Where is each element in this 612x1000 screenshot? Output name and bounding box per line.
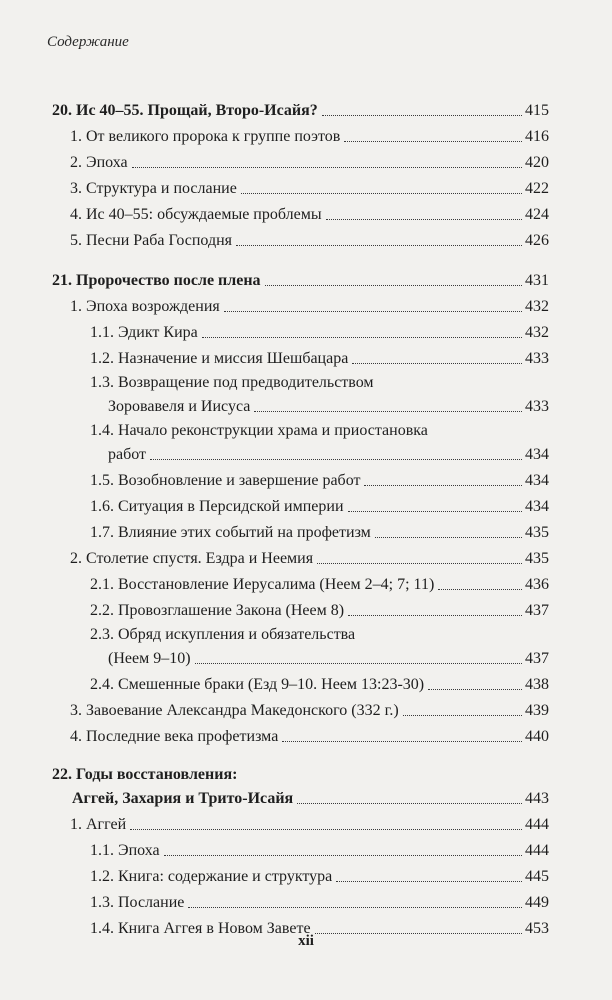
toc-entry-title: 1.2. Книга: содержание и структура [90,868,333,885]
toc-entry-title-line2: Зоровавеля и Иисуса [108,398,251,415]
dot-leader [297,803,522,804]
toc-entry-title: 1.2. Назначение и миссия Шешбацара [90,350,349,367]
dot-leader [336,881,522,882]
toc-page-number: 432 [525,324,549,341]
toc-page-number: 424 [525,206,549,223]
toc-page-number: 438 [525,676,549,693]
toc-subsection-21-2-1[interactable] [52,568,549,594]
dot-leader [348,615,522,616]
toc-subsection-21-2-2[interactable] [52,594,549,620]
toc-entry-title-line2: работ [108,446,147,463]
toc-entry-title-line2: Аггей, Захария и Трито-Исайя [72,790,294,807]
chapter-gap [52,250,549,264]
toc-page-number: 434 [525,446,549,463]
toc-entry-title-line1: 1.4. Начало реконструкции храма и приостановка [90,422,428,439]
toc-entry-row [52,784,549,808]
toc-page-number: 426 [525,232,549,249]
dot-leader [150,459,522,460]
chapter-gap [52,746,549,760]
toc-page-number: 431 [525,272,549,289]
toc-page-number: 439 [525,702,549,719]
toc-chapter-20[interactable] [52,94,549,120]
toc-entry-title: 2. Столетие спустя. Ездра и Неемия [70,550,314,567]
dot-leader [344,141,522,142]
toc-entry-title: 1.1. Эпоха [90,842,160,859]
toc-subsection-21-1-6[interactable] [52,490,549,516]
toc-subsection-21-2-4[interactable] [52,668,549,694]
toc-entry-title: 1.5. Возобновление и завершение работ [90,472,361,489]
dot-leader [164,855,522,856]
toc-entry-title: 1. Эпоха возрождения [70,298,220,315]
toc-section-20-4[interactable] [52,198,549,224]
toc-entry-title-line2: (Неем 9–10) [108,650,191,667]
toc-page-number: 435 [525,524,549,541]
toc-entry-title: 21. Пророчество после плена [52,272,261,289]
toc-page-number: 435 [525,550,549,567]
toc-section-21-1[interactable] [52,290,549,316]
dot-leader [130,829,522,830]
toc-page-number: 444 [525,842,549,859]
running-head: Содержание [47,34,129,50]
toc-entry-title: 3. Завоевание Александра Македонского (332 г.) [70,702,399,719]
toc-entry-title: 1. От великого пророка к группе поэтов [70,128,341,145]
toc-page-number: 436 [525,576,549,593]
toc-page-number: 434 [525,472,549,489]
dot-leader [265,285,522,286]
toc-entry-title: 1.1. Эдикт Кира [90,324,198,341]
toc-page-number: 449 [525,894,549,911]
toc-section-21-3[interactable] [52,694,549,720]
dot-leader [348,511,522,512]
dot-leader [282,741,522,742]
toc-subsection-21-1-1[interactable] [52,316,549,342]
toc-entry-title: 2.4. Смешенные браки (Езд 9–10. Неем 13:23-30) [90,676,425,693]
toc-entry-title: 1.7. Влияние этих событий на профетизм [90,524,371,541]
toc-section-20-5[interactable] [52,224,549,250]
dot-leader [438,589,522,590]
toc-page-number: 415 [525,102,549,119]
toc-entry-title-line1: 2.3. Обряд искупления и обязательства [90,626,356,643]
toc-entry-title: 3. Структура и послание [70,180,237,197]
table-of-contents [52,94,549,938]
toc-section-22-1[interactable] [52,808,549,834]
toc-section-21-4[interactable] [52,720,549,746]
toc-page-number: 440 [525,728,549,745]
toc-page-number: 422 [525,180,549,197]
toc-page-number: 445 [525,868,549,885]
dot-leader [254,411,522,412]
toc-page-number: 444 [525,816,549,833]
toc-page-number: 416 [525,128,549,145]
dot-leader [403,715,522,716]
dot-leader [428,689,522,690]
toc-entry-row [90,440,549,464]
toc-entry-title-line1: 1.3. Возвращение под предводительством [90,374,374,391]
toc-page-number: 420 [525,154,549,171]
toc-page-number: 437 [525,650,549,667]
toc-section-20-1[interactable] [52,120,549,146]
dot-leader [241,193,522,194]
toc-section-20-3[interactable] [52,172,549,198]
dot-leader [132,167,522,168]
toc-page-number: 434 [525,498,549,515]
toc-entry-row [90,392,549,416]
toc-subsection-21-2-3[interactable] [52,620,549,668]
toc-entry-row [90,644,549,668]
toc-subsection-21-1-5[interactable] [52,464,549,490]
toc-page-number: 453 [525,920,549,937]
toc-entry-title: 1.4. Книга Аггея в Новом Завете [90,920,311,937]
dot-leader [364,485,522,486]
toc-subsection-22-1-1[interactable] [52,834,549,860]
toc-section-21-2[interactable] [52,542,549,568]
dot-leader [375,537,522,538]
dot-leader [236,245,522,246]
toc-entry-title: 1. Аггей [70,816,127,833]
toc-subsection-21-1-4[interactable] [52,416,549,464]
dot-leader [326,219,522,220]
toc-entry-title: 1.3. Послание [90,894,185,911]
dot-leader [352,363,522,364]
toc-entry-title: 5. Песни Раба Господня [70,232,233,249]
toc-page-number: 433 [525,350,549,367]
toc-subsection-21-1-3[interactable] [52,368,549,416]
toc-subsection-21-1-2[interactable] [52,342,549,368]
toc-entry-title: 4. Последние века профетизма [70,728,279,745]
toc-entry-title: 2. Эпоха [70,154,128,171]
toc-page-number: 432 [525,298,549,315]
toc-section-20-2[interactable] [52,146,549,172]
toc-chapter-21[interactable] [52,264,549,290]
dot-leader [322,115,522,116]
toc-entry-title: 2.2. Провозглашение Закона (Неем 8) [90,602,345,619]
toc-entry-title-line1: 22. Годы восстановления: [52,766,238,783]
toc-subsection-22-1-3[interactable] [52,886,549,912]
dot-leader [195,663,522,664]
toc-chapter-22[interactable] [52,760,549,808]
toc-entry-title: 4. Ис 40–55: обсуждаемые проблемы [70,206,322,223]
toc-page-number: 433 [525,398,549,415]
dot-leader [224,311,522,312]
dot-leader [202,337,522,338]
toc-subsection-21-1-7[interactable] [52,516,549,542]
toc-subsection-22-1-2[interactable] [52,860,549,886]
toc-page-number: 437 [525,602,549,619]
dot-leader [317,563,522,564]
toc-page-number: 443 [525,790,549,807]
page-number: xii [298,933,314,949]
toc-entry-title: 2.1. Восстановление Иерусалима (Неем 2–4; 7; 11) [90,576,435,593]
dot-leader [188,907,522,908]
toc-entry-title: 20. Ис 40–55. Прощай, Второ-Исайя? [52,102,318,119]
toc-entry-title: 1.6. Ситуация в Персидской империи [90,498,344,515]
